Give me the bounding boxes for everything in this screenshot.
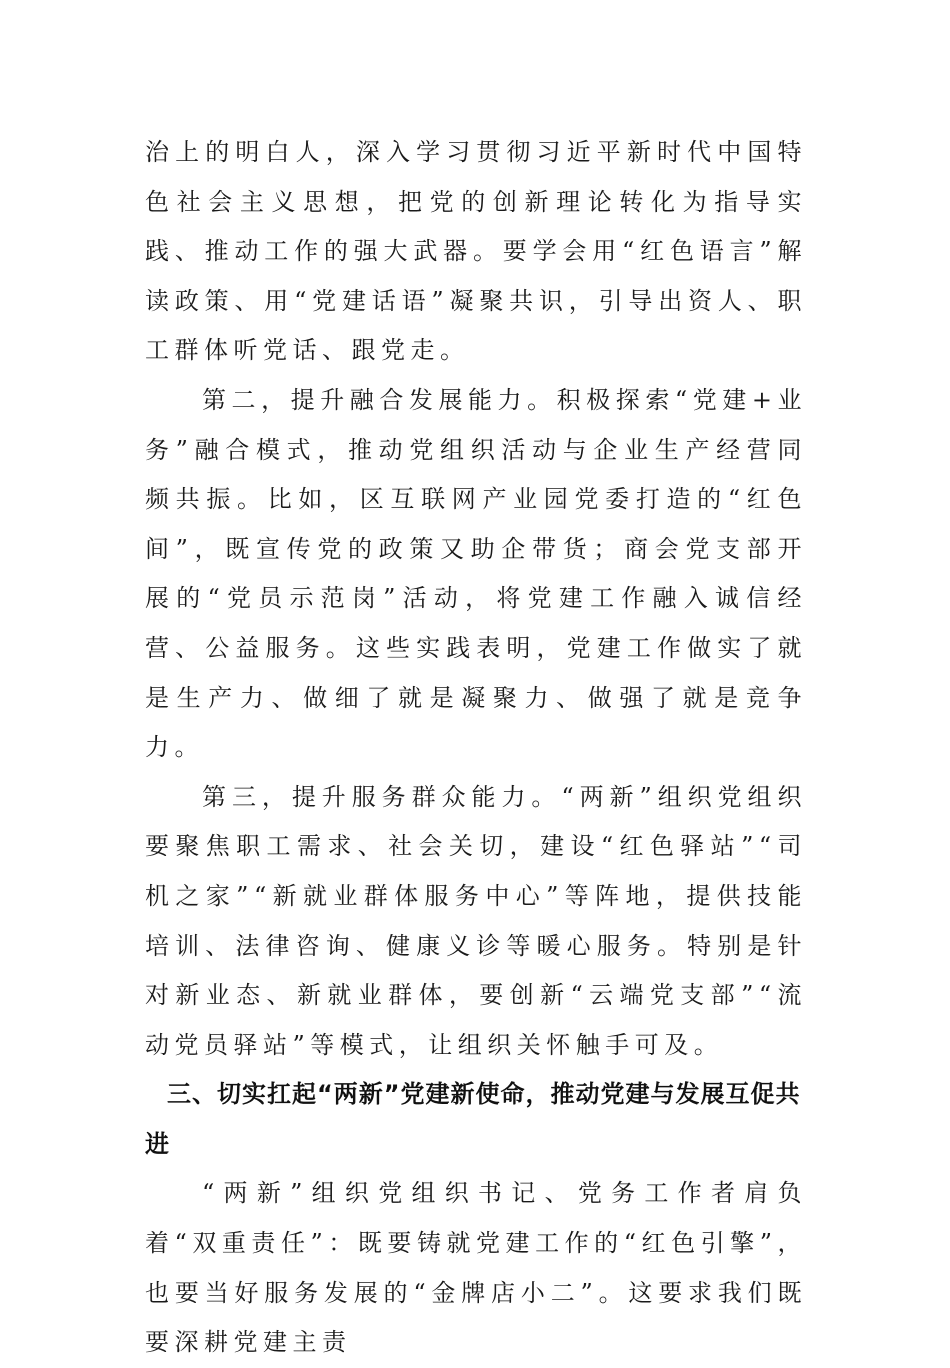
paragraph-continuation: 治上的明白人，深入学习贯彻习近平新时代中国特色社会主义思想，把党的创新理论转化为指导实践、推动工作的强大武器。要学会用“红色语言”解读政策、用“党建话语”凝聚共识，引导出资人、职工群体听党话、跟党走。 bbox=[145, 138, 807, 365]
paragraph-integration-ability: 第二，提升融合发展能力。积极探索“党建+业务”融合模式，推动党组织活动与企业生产经营同频共振。比如，区互联网产业园党委打造的“红色间”，既宣传党的政策又助企带货；商会党支部开展的“党员示范岗”活动，将党建工作融入诚信经营、公益服务。这些实践表明，党建工作做实了就是生产力、做细了就是凝聚力、做强了就是竞争力。 bbox=[145, 385, 807, 762]
document-page bbox=[145, 128, 807, 1368]
section-heading: 三、切实扛起“两新”党建新使命，推动党建与发展互促共进 bbox=[145, 1080, 801, 1158]
paragraph-dual-responsibility: “两新”组织党组织书记、党务工作者肩负着“双重责任”：既要铸就党建工作的“红色引擎”，也要当好服务发展的“金牌店小二”。这要求我们既要深耕党建主责 bbox=[145, 1179, 807, 1357]
paragraph-service-ability: 第三，提升服务群众能力。“两新”组织党组织要聚焦职工需求、社会关切，建设“红色驿站”“司机之家”“新就业群体服务中心”等阵地，提供技能培训、法律咨询、健康义诊等暖心服务。特别是针对新业态、新就业群体，要创新“云端党支部”“流动党员驿站”等模式，让组织关怀触手可及。 bbox=[145, 782, 807, 1059]
